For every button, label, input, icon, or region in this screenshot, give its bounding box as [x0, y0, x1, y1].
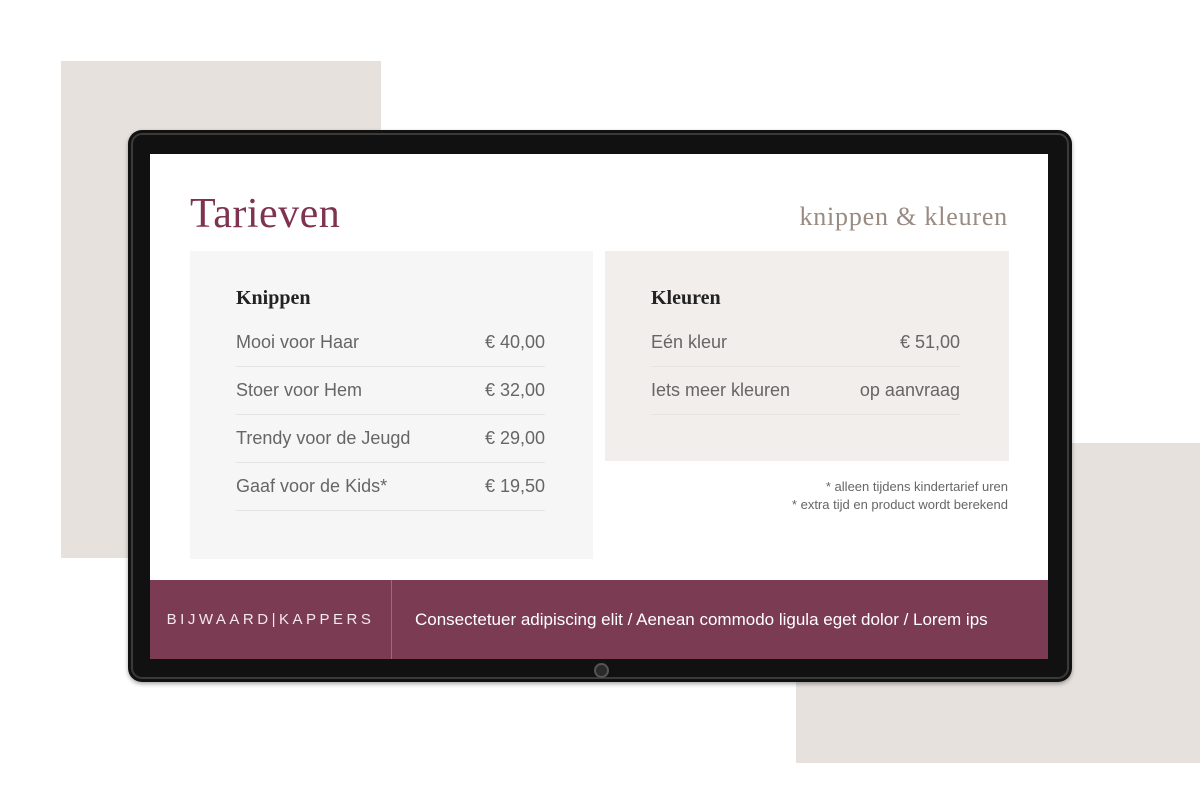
page-title: Tarieven [190, 191, 341, 237]
tv-screen [150, 154, 1048, 659]
price-row [236, 319, 545, 367]
price-row [236, 367, 545, 415]
kleuren-price-list [651, 319, 960, 415]
kleuren-panel [605, 251, 1009, 461]
service-name: Eén kleur [651, 332, 728, 352]
camera-icon [594, 663, 609, 678]
service-price: € 32,00 [484, 380, 545, 400]
service-name: Trendy voor de Jeugd [236, 428, 411, 448]
price-row [651, 367, 960, 415]
news-ticker: Consectetuer adipiscing elit / Aenean commodo ligula eget dolor / Lorem ips [415, 610, 988, 629]
tv-monitor [128, 130, 1072, 682]
service-price: op aanvraag [859, 380, 960, 400]
knippen-price-list [236, 319, 545, 511]
page-subtitle: knippen & kleuren [799, 202, 1008, 231]
price-row [651, 319, 960, 367]
service-price: € 29,00 [484, 428, 545, 448]
footnotes [792, 478, 1008, 514]
kleuren-heading: Kleuren [651, 287, 721, 309]
service-name: Iets meer kleuren [651, 380, 791, 400]
price-row [236, 415, 545, 463]
brand-logo: BIJWAARD|KAPPERS [150, 580, 392, 659]
service-price: € 51,00 [899, 332, 960, 352]
service-name: Stoer voor Hem [236, 380, 363, 400]
footnote: * alleen tijdens kindertarief uren [825, 479, 1008, 494]
footnote: * extra tijd en product wordt berekend [791, 497, 1008, 512]
service-name: Mooi voor Haar [236, 332, 360, 352]
footer-bar [150, 580, 1048, 659]
service-name: Gaaf voor de Kids* [236, 476, 388, 496]
knippen-panel [190, 251, 593, 559]
service-price: € 19,50 [484, 476, 545, 496]
price-row [236, 463, 545, 511]
knippen-heading: Knippen [236, 287, 311, 309]
service-price: € 40,00 [484, 332, 545, 352]
